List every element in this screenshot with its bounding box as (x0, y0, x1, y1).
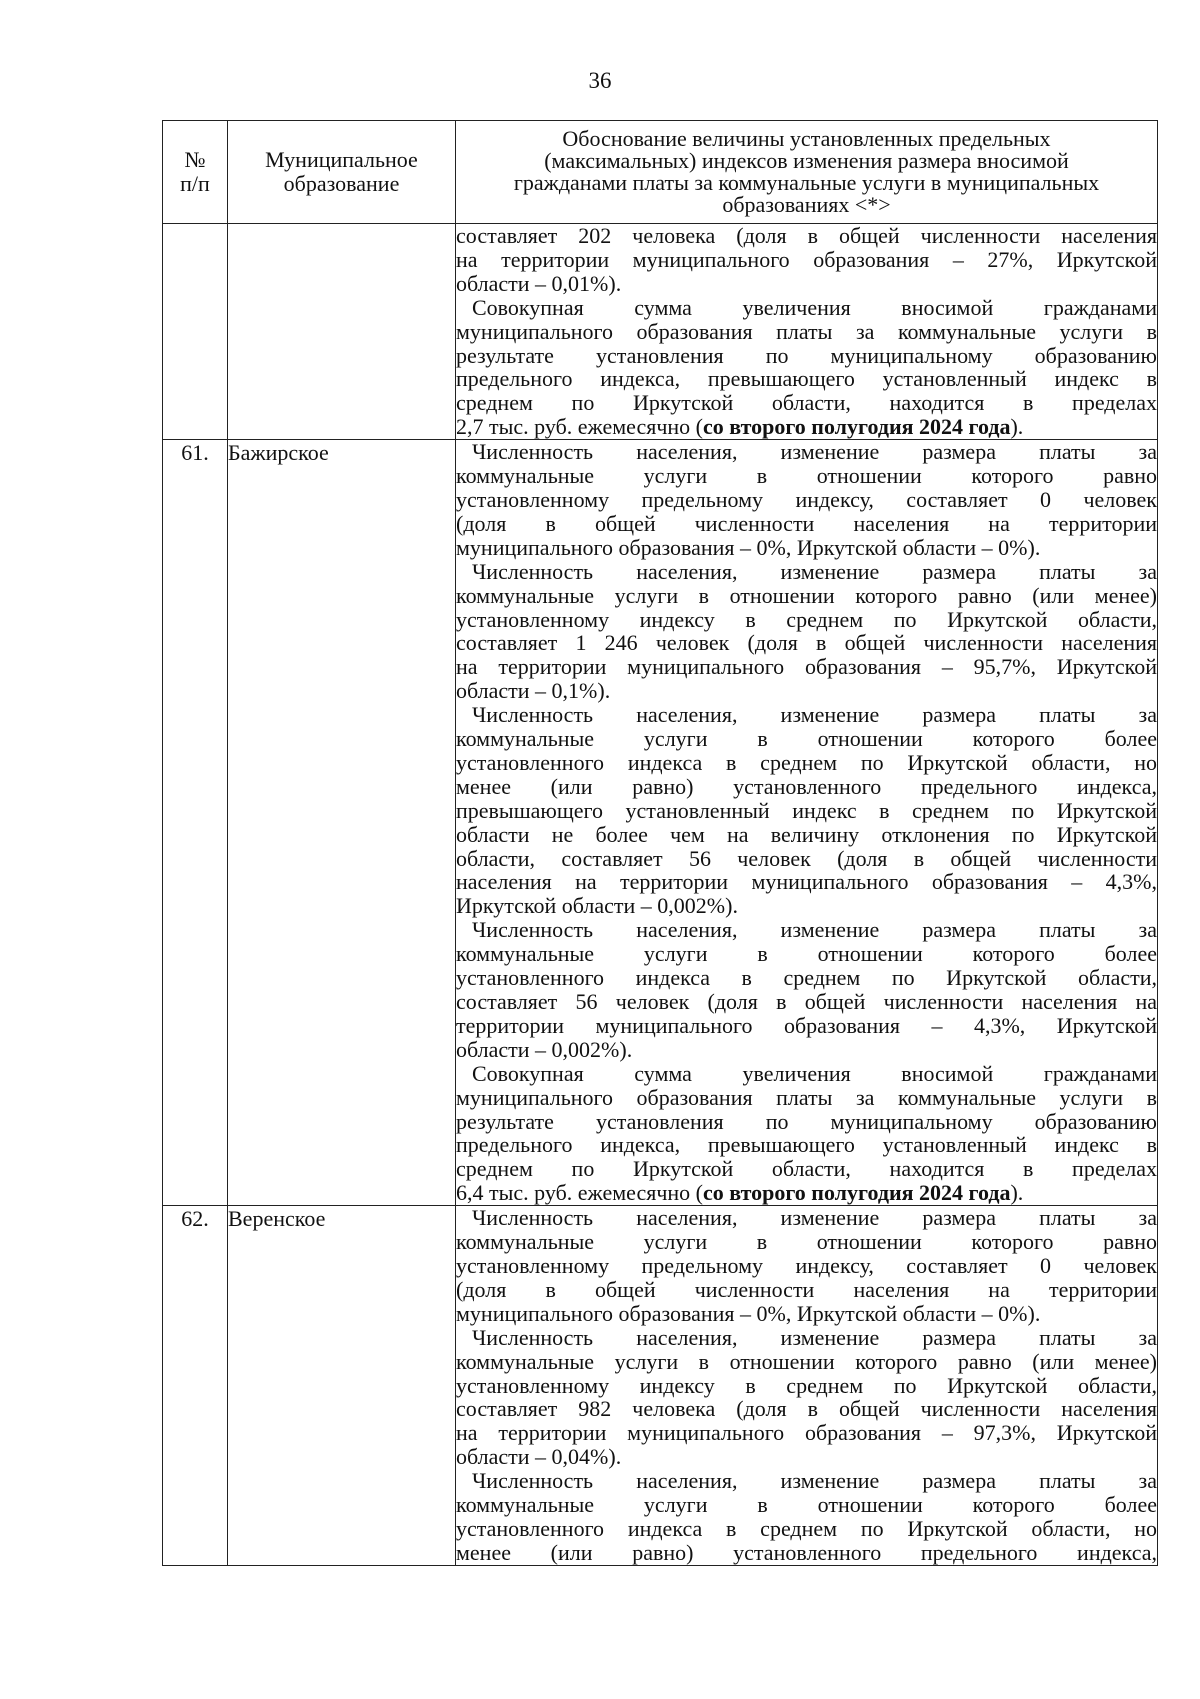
header-justification (456, 121, 1158, 224)
text-line: области, составляет 56 человек (доля в общей численности (456, 845, 1157, 871)
text-line: составляет 202 человека (доля в общей численности населения (456, 223, 1157, 248)
row-number: 61. (163, 440, 228, 1206)
text-line: результате установления по муниципальному образованию (456, 1108, 1157, 1134)
header-justification-line: гражданами платы за коммунальные услуги в муниципальных (513, 170, 1100, 195)
table-row (163, 224, 1158, 440)
text-line: установленному индексу в среднем по Иркутской области, (456, 1372, 1157, 1398)
text-line: предельного индекса, превышающего установленный индекс в (456, 366, 1157, 392)
text-line: Иркутской области – 0,002%). (456, 893, 738, 919)
text-line: установленному предельному индексу, составляет 0 человек (456, 1252, 1157, 1278)
text-line: установленному предельному индексу, составляет 0 человек (456, 486, 1157, 512)
text-line: территории муниципального образования – 4,3%, Иркутской (456, 1012, 1157, 1038)
text-line: составляет 56 человек (доля в общей численности населения на (456, 989, 1157, 1014)
text-line: области не более чем на величину отклонения по Иркутской (456, 821, 1157, 847)
text-line: коммунальные услуги в отношении которого равно (456, 1229, 1157, 1255)
text-line: области – 0,1%). (456, 678, 611, 704)
text-line: Совокупная сумма увеличения вносимой гражданами (472, 294, 1157, 320)
text-line: менее (или равно) установленного предельного индекса, (456, 773, 1157, 799)
justification-text (456, 1206, 1158, 1566)
row-number (163, 224, 228, 440)
justification-table (162, 120, 1158, 1566)
text-line: области – 0,01%). (456, 270, 622, 296)
table-header-row (163, 121, 1158, 224)
text-line: Численность населения, изменение размера платы за (472, 1468, 1157, 1494)
text-line: коммунальные услуги в отношении которого равно (456, 463, 1157, 489)
header-municipality-text: Муниципальное (265, 147, 418, 172)
text-line: Численность населения, изменение размера платы за (472, 558, 1157, 584)
text-line: среднем по Иркутской области, находится в пределах (456, 1156, 1157, 1182)
header-municipality (228, 121, 456, 224)
text-line: среднем по Иркутской области, находится в пределах (456, 390, 1157, 416)
text-line: Совокупная сумма увеличения вносимой гражданами (472, 1060, 1157, 1086)
text-line: Численность населения, изменение размера платы за (472, 702, 1157, 728)
emphasis-text: со второго полугодия 2024 года (703, 414, 1011, 440)
text-line: на территории муниципального образования – 27%, Иркутской (456, 246, 1157, 272)
header-municipality-text: образование (283, 171, 400, 196)
header-justification-line: Обоснование величины установленных предельных (562, 126, 1051, 151)
text-line: превышающего установленный индекс в среднем по Иркутской (456, 797, 1157, 823)
text-line: установленного индекса в среднем по Иркутской области, но (456, 1515, 1157, 1541)
text-line: коммунальные услуги в отношении которого равно (или менее) (456, 582, 1157, 608)
text-line: муниципального образования – 0%, Иркутской области – 0%). (456, 534, 1041, 560)
text-line: составляет 1 246 человек (доля в общей численности населения (456, 630, 1157, 656)
page-number: 36 (588, 68, 612, 93)
header-number-text: п/п (180, 171, 210, 196)
header-justification-line: образованиях <*> (722, 192, 891, 217)
text-line: муниципального образования – 0%, Иркутской области – 0%). (456, 1300, 1041, 1326)
municipality-name: Веренское (228, 1206, 456, 1566)
text-line: составляет 982 человека (доля в общей численности населения (456, 1396, 1157, 1422)
text-line: на территории муниципального образования – 95,7%, Иркутской (456, 654, 1157, 680)
text-line: населения на территории муниципального образования – 4,3%, (456, 869, 1157, 895)
text-line: (доля в общей численности населения на территории (456, 1276, 1157, 1302)
text-line: коммунальные услуги в отношении которого более (456, 726, 1157, 752)
text-line: (доля в общей численности населения на территории (456, 510, 1157, 536)
text-line: Численность населения, изменение размера платы за (472, 1205, 1157, 1231)
justification-text (456, 440, 1158, 1206)
municipality-name (228, 224, 456, 440)
emphasis-text: со второго полугодия 2024 года (703, 1180, 1011, 1206)
text-line: области – 0,002%). (456, 1036, 633, 1062)
header-number (163, 121, 228, 224)
text-line: 6,4 тыс. руб. ежемесячно (со второго полугодия 2024 года). (456, 1180, 1024, 1206)
text-line: результате установления по муниципальному образованию (456, 342, 1157, 368)
text-line: области – 0,04%). (456, 1444, 622, 1470)
header-number-text: № (184, 147, 206, 172)
table-row (163, 440, 1158, 1206)
text-line: установленного индекса в среднем по Иркутской области, (456, 965, 1157, 991)
text-line: муниципального образования платы за коммунальные услуги в (456, 1084, 1157, 1110)
text-line: муниципального образования платы за коммунальные услуги в (456, 318, 1157, 344)
text-line: на территории муниципального образования – 97,3%, Иркутской (456, 1420, 1157, 1446)
text-line: менее (или равно) установленного предельного индекса, (456, 1539, 1157, 1565)
row-number: 62. (163, 1206, 228, 1566)
text-line: коммунальные услуги в отношении которого более (456, 1492, 1157, 1518)
header-justification-line: (максимальных) индексов изменения размера вносимой (544, 148, 1069, 173)
text-line: предельного индекса, превышающего установленный индекс в (456, 1132, 1157, 1158)
text-line: коммунальные услуги в отношении которого более (456, 941, 1157, 967)
text-line: Численность населения, изменение размера платы за (472, 439, 1157, 465)
municipality-name: Бажирское (228, 440, 456, 1206)
justification-text (456, 224, 1158, 440)
text-line: установленному индексу в среднем по Иркутской области, (456, 606, 1157, 632)
text-line: Численность населения, изменение размера платы за (472, 1324, 1157, 1350)
text-line: установленного индекса в среднем по Иркутской области, но (456, 749, 1157, 775)
table-row (163, 1206, 1158, 1566)
text-line: Численность населения, изменение размера платы за (472, 917, 1157, 943)
text-line: 2,7 тыс. руб. ежемесячно (со второго полугодия 2024 года). (456, 414, 1024, 440)
text-line: коммунальные услуги в отношении которого равно (или менее) (456, 1348, 1157, 1374)
